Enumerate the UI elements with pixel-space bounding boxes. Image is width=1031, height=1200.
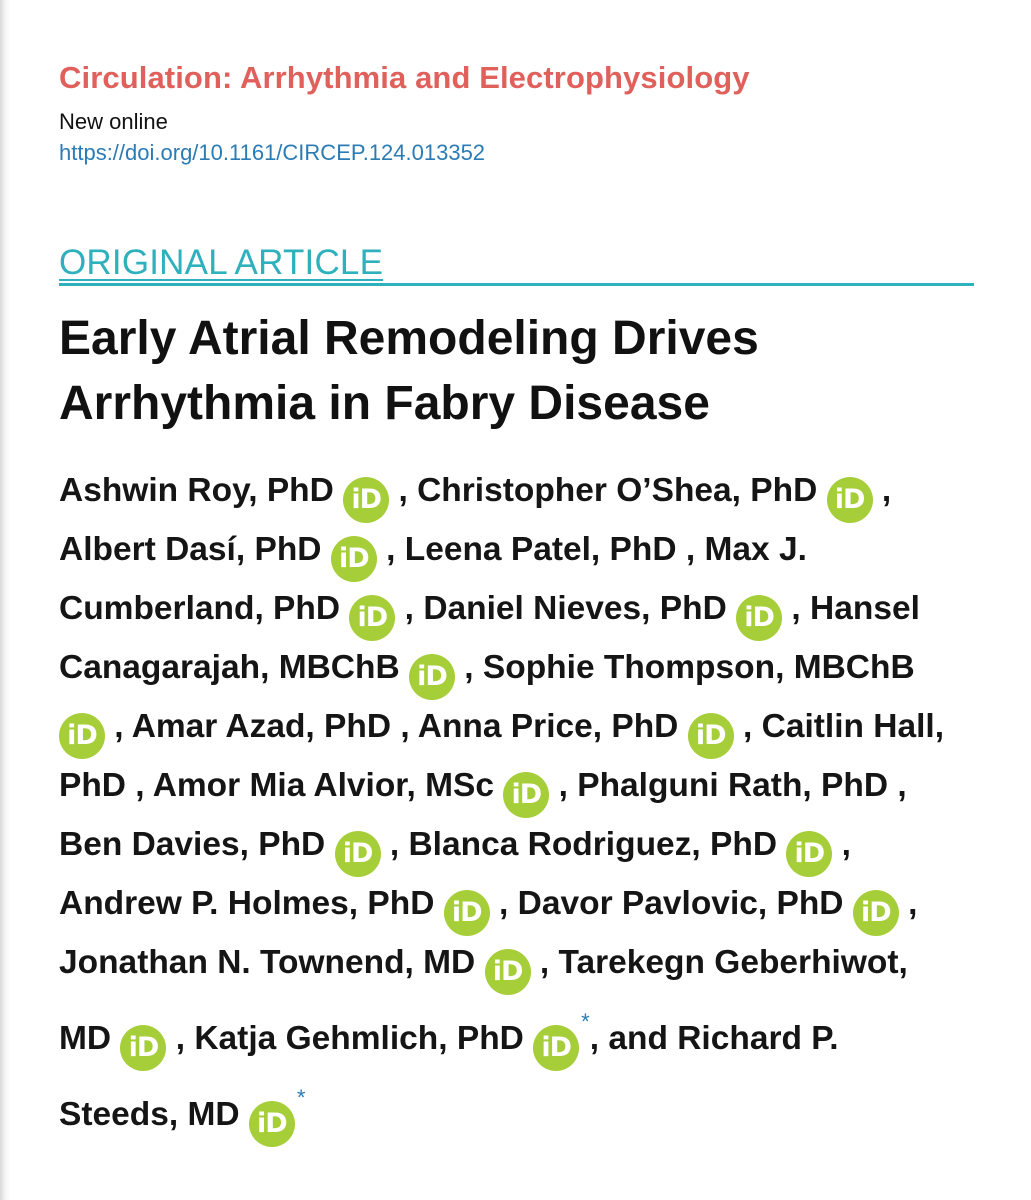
- author-name[interactable]: Davor Pavlovic, PhD: [517, 885, 844, 922]
- orcid-icon[interactable]: iD: [827, 477, 873, 523]
- orcid-icon[interactable]: iD: [786, 831, 832, 877]
- orcid-icon[interactable]: iD: [59, 713, 105, 759]
- orcid-icon[interactable]: iD: [503, 772, 549, 818]
- section-label[interactable]: ORIGINAL ARTICLE: [59, 243, 384, 282]
- author-name[interactable]: Jonathan N. Townend, MD: [59, 944, 476, 981]
- corresponding-author-asterisk[interactable]: *: [581, 1009, 590, 1034]
- author-name[interactable]: Blanca Rodriguez, PhD: [408, 826, 778, 863]
- author-name[interactable]: Tarekegn Geberhiwot, MD: [59, 944, 908, 1057]
- corresponding-author-asterisk[interactable]: *: [296, 1085, 306, 1110]
- author-name[interactable]: Richard P. Steeds, MD: [59, 1020, 839, 1133]
- author-name[interactable]: Sophie Thompson, MBChB: [482, 649, 915, 686]
- author-name[interactable]: Anna Price, PhD: [417, 708, 679, 745]
- orcid-icon[interactable]: iD: [736, 595, 782, 641]
- page-shadow: [0, 0, 10, 1200]
- orcid-icon[interactable]: iD: [485, 949, 531, 995]
- orcid-icon[interactable]: iD: [120, 1025, 166, 1071]
- orcid-icon[interactable]: iD: [533, 1025, 579, 1071]
- author-name[interactable]: Daniel Nieves, PhD: [423, 590, 727, 627]
- publication-status: New online: [59, 109, 168, 134]
- author-list: Ashwin Roy, PhD iD , Christopher O’Shea, PhD iD , Albert Dasí, PhD iD , Leena Patel, PhD , Max J. Cumberland, PhD iD , Daniel Nieves, PhD iD , Hansel Canagarajah, MBChB iD , Sophie Thompson, MBChB iD , Amar Azad, PhD , Anna Price, PhD iD , Caitlin Hall, PhD , Amor Mia Alvior, MSc iD , Phalguni Rath, PhD , Ben Davies, PhD iD , Blanca Rodriguez, PhD iD , Andrew P. Holmes, PhD iD , Davor Pavlovic, PhD iD , Jonathan N. Townend, MD iD , Tarekegn Geberhiwot, MD iD , Katja Gehmlich, PhD iD*, and Richard P. Steeds, MD iD*: [59, 464, 964, 1147]
- orcid-icon[interactable]: iD: [335, 831, 381, 877]
- author-name[interactable]: Caitlin Hall, PhD: [59, 708, 945, 804]
- orcid-icon[interactable]: iD: [409, 654, 455, 700]
- orcid-icon[interactable]: iD: [249, 1101, 295, 1147]
- orcid-icon[interactable]: iD: [444, 890, 490, 936]
- author-name[interactable]: Phalguni Rath, PhD: [577, 767, 889, 804]
- author-name[interactable]: Andrew P. Holmes, PhD: [59, 885, 435, 922]
- author-name[interactable]: Max J. Cumberland, PhD: [59, 531, 807, 627]
- author-name[interactable]: Leena Patel, PhD: [404, 531, 677, 568]
- orcid-icon[interactable]: iD: [349, 595, 395, 641]
- orcid-icon[interactable]: iD: [688, 713, 734, 759]
- section-header: [59, 244, 974, 286]
- author-name[interactable]: Amor Mia Alvior, MSc: [152, 767, 494, 804]
- doi-link[interactable]: https://doi.org/10.1161/CIRCEP.124.013352: [59, 140, 486, 165]
- author-name[interactable]: Albert Dasí, PhD: [59, 531, 322, 568]
- author-name[interactable]: Amar Azad, PhD: [131, 708, 392, 745]
- article-header: [59, 58, 974, 1147]
- author-name[interactable]: Hansel Canagarajah, MBChB: [59, 590, 920, 686]
- author-name[interactable]: Christopher O’Shea, PhD: [417, 472, 818, 509]
- author-name[interactable]: Ashwin Roy, PhD: [59, 472, 334, 509]
- author-name[interactable]: Katja Gehmlich, PhD: [194, 1020, 524, 1057]
- orcid-icon[interactable]: iD: [853, 890, 899, 936]
- journal-title[interactable]: Circulation: Arrhythmia and Electrophysiology: [59, 60, 750, 95]
- orcid-icon[interactable]: iD: [343, 477, 389, 523]
- orcid-icon[interactable]: iD: [331, 536, 377, 582]
- article-title: Early Atrial Remodeling Drives Arrhythmia in Fabry Disease: [59, 312, 759, 430]
- author-name[interactable]: Ben Davies, PhD: [59, 826, 326, 863]
